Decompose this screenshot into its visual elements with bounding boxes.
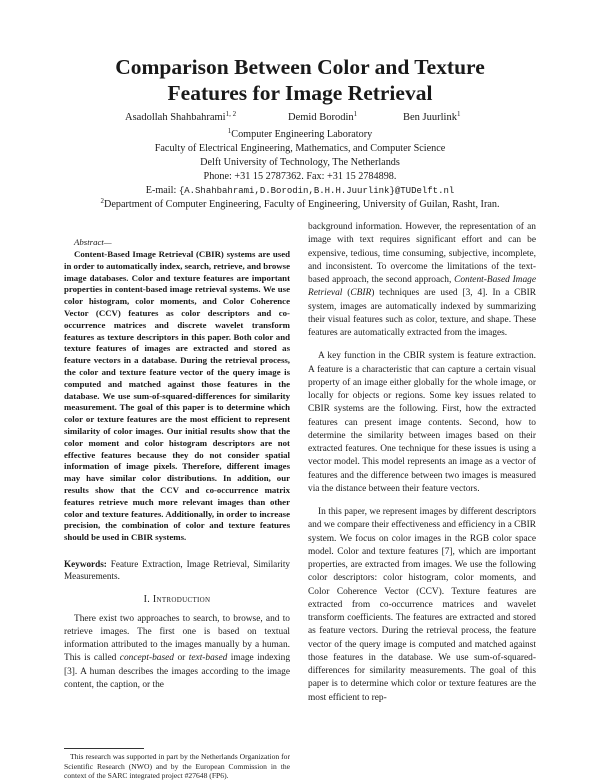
footnote-rule <box>64 748 144 749</box>
abstract-body: Content-Based Image Retrieval (CBIR) systems are used in order to automatically index, search, retrieve, and browse image databases. Color and texture features are important properties in content-based image retrieval systems. We use color histogram, color moments, and Color Coherence Vector (CCV) features as color descriptors and co-occurrence matrices and discrete wavelet transform features as texture descriptors in this paper. Both color and texture features of images are extracted and stored as feature vectors in a database. During the retrieval process, the color and texture feature vector of the query image is computed and matched against those features in the database. We use sum-of-squared-differences for similarity measurement. The goal of this paper is to determine which color or texture features are the most efficient to represent similarity of color images. Our initial results show that the color moment and color histogram descriptors are not effective features because they do not consider spatial information of image pixels. Therefore, different images may have similar color distributions. In addition, our results show that the CCV and co-occurrence matrix features retrieve much more relevant images than other color and texture features. Additionally, in order to increase precision, the combination of color and texture features should be used in CBIR systems. <box>64 249 290 543</box>
email-label: E-mail: <box>145 185 179 196</box>
intro-paragraph: There exist two approaches to search, to browse, and to retrieve images. The first one is based on textual information attributed to the images manually by a human. This is called concept-based or text-based image indexing [3]. A human describes the images according to the image content, the caption, or the <box>64 613 291 690</box>
abstract-heading: Abstract— <box>74 237 112 247</box>
funding-footnote: This research was supported in part by the Netherlands Organization for Scientific Research (NWO) and by the European Commission in the context of the SARC integrated project #27648 (FP6). <box>64 752 290 781</box>
author-2: Demid Borodin$^1$ <box>288 110 358 123</box>
paper-title <box>0 54 600 106</box>
right-paragraph-3: In this paper, we represent images by different descriptors and we compare their effectiveness and efficiency in a CBIR system. We focus on color images in the RGB color space model. Color and texture features [7], which are important properties, are extracted from images. We use the following color descriptors: color histogram, color moments, and Color Coherence Vector (CCV). Texture features are extracted from co-occurrence matrices and wavelet transform coefficients. The features are extracted and stored as feature vectors. During the retrieval process, the feature vector of the query image is computed and matched against those features in the database. We use sum-of-squared-differences for similarity measurements. The goal of this paper is to determine which color or texture features are the most efficient to rep- <box>308 507 536 703</box>
right-paragraph-2: A key function in the CBIR system is feature extraction. A feature is a characteristic that can capture a certain visual property of an image either globally for the whole image, or locally for objects or regions. Some key issues related to CBIR systems are the following. First, how the extracted features can present image contents. Second, how to determine the similarity between images based on their extracted features. One technique for these issues is using a vector model. This model represents an image as a vector of features and the difference between two images is measured via the distance between their feature vectors. <box>308 351 536 494</box>
keywords <box>64 558 290 583</box>
author-3: Ben Juurlink$^1$ <box>403 110 461 123</box>
author-1: Asadollah Shahbahrami$^{1, 2}$ <box>125 110 237 123</box>
affiliation-2: $^2$Department of Computer Engineering, Faculty of Engineering, University of Guilan, Rasht, Iran. <box>100 197 500 210</box>
left-column <box>64 236 290 692</box>
affiliation-1-faculty: Faculty of Electrical Engineering, Mathematics, and Computer Science <box>154 143 446 154</box>
section-heading-introduction: I. Introduction <box>143 593 211 605</box>
affiliation-1-phone: Phone: +31 15 2787362. Fax: +31 15 2784898. <box>203 171 397 182</box>
affiliation-2-text: Department of Computer Engineering, Faculty of Engineering, University of Guilan, Rasht, Iran. <box>103 199 500 210</box>
affiliation-1-university: Delft University of Technology, The Netherlands <box>200 157 400 168</box>
email-address: {A.Shahbahrami,D.Borodin,B.H.H.Juurlink}@TUDelft.nl <box>178 186 455 196</box>
keywords-text: Feature Extraction, Image Retrieval, Similarity Measurements. <box>64 558 290 582</box>
affiliation-1: $^1$Computer Engineering Laboratory Faculty of Electrical Engineering, Mathematics, and Computer Science Delft University of Technology, The Netherlands Phone: +31 15 2787362. Fax: +31 15 2784898. E-mail: {A.Shahbahrami,D.Borodin,B.H.H.Juurlink}@TUDelft.nl <box>0 124 600 198</box>
right-paragraph-1: background information. However, the representation of an image with text requires significant effort and can be expensive, tedious, time consuming, subjective, incomplete, and inconsistent. To overcome the limitations of the text-based approach, the second approach, Content-Based Image Retrieval (CBIR) techniques are used [3, 4]. In a CBIR system, images are automatically indexed by summarizing their visual features such as color, texture, and shape. These features are automatically extracted from the images. <box>308 222 537 338</box>
title-line-1: Comparison Between Color and Texture <box>115 55 485 79</box>
right-column <box>308 221 536 705</box>
keywords-label: Keywords: <box>64 558 107 569</box>
affiliation-1-lab: Computer Engineering Laboratory <box>231 129 373 140</box>
author-list <box>0 110 600 124</box>
title-line-2: Features for Image Retrieval <box>167 81 433 105</box>
